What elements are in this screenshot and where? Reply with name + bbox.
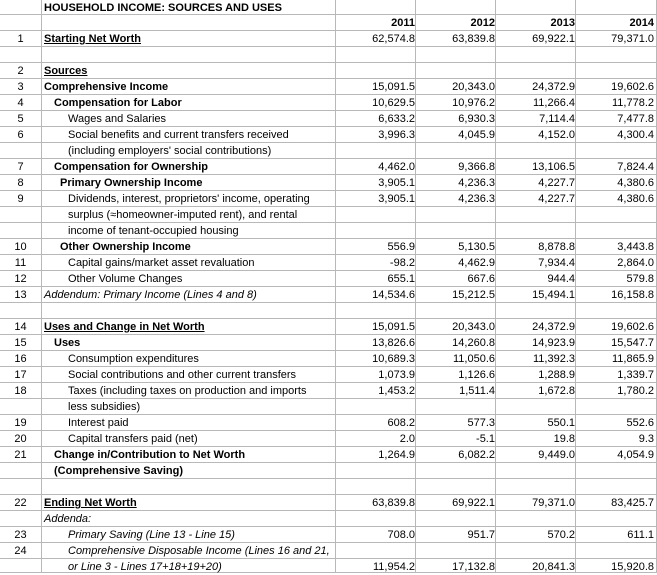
value-cell-2011: 14,534.6 [372, 289, 415, 301]
value-cell-2013: 550.1 [547, 417, 575, 429]
row-label: Primary Ownership Income [60, 177, 203, 189]
value-cell-2011: 4,462.0 [378, 161, 415, 173]
row-label: Sources [44, 65, 88, 77]
value-cell-2011: 10,629.5 [372, 97, 415, 109]
row-number: 19 [14, 417, 27, 429]
value-cell-2014: 2,864.0 [617, 257, 654, 269]
value-cell-2012: 667.6 [467, 273, 495, 285]
value-cell-2011: 655.1 [387, 273, 415, 285]
value-cell-2013: 11,392.3 [532, 353, 575, 365]
row-label: Starting Net Worth [44, 33, 141, 45]
row-number: 10 [14, 241, 27, 253]
value-cell-2013: 15,494.1 [532, 289, 575, 301]
row-number: 2 [17, 65, 24, 77]
row-label: surplus (≈homeowner-imputed rent), and rental [68, 209, 298, 221]
value-cell-2012: 4,236.3 [458, 193, 495, 205]
row-label: Taxes (including taxes on production and imports [68, 385, 307, 397]
row-label: Social contributions and other current transfers [68, 369, 297, 381]
value-cell-2011: 608.2 [387, 417, 415, 429]
row-label: Comprehensive Disposable Income (Lines 16 and 21, [68, 545, 330, 557]
value-cell-2011: 63,839.8 [372, 497, 415, 509]
value-cell-2013: 69,922.1 [532, 33, 575, 45]
row-number: 6 [17, 129, 24, 141]
value-cell-2013: 7,114.4 [539, 113, 575, 125]
row-label: Primary Saving (Line 13 - Line 15) [68, 529, 235, 541]
value-cell-2013: 20,841.3 [532, 561, 575, 573]
value-cell-2012: 1,511.4 [459, 385, 495, 397]
value-cell-2013: 24,372.9 [532, 81, 575, 93]
value-cell-2014: 11,778.2 [611, 97, 654, 109]
row-label: Capital gains/market asset revaluation [68, 257, 255, 269]
row-number: 21 [14, 449, 27, 461]
value-cell-2012: 4,462.9 [458, 257, 495, 269]
value-cell-2014: 19,602.6 [611, 81, 654, 93]
value-cell-2011: 556.9 [387, 241, 415, 253]
row-label: Compensation for Labor [54, 97, 182, 109]
value-cell-2013: 24,372.9 [532, 321, 575, 333]
value-cell-2013: 13,106.5 [532, 161, 575, 173]
value-cell-2014: 4,054.9 [617, 449, 654, 461]
row-number: 9 [17, 193, 24, 205]
value-cell-2014: 16,158.8 [611, 289, 654, 301]
row-number: 7 [17, 161, 24, 173]
value-cell-2012: 69,922.1 [452, 497, 495, 509]
value-cell-2011: 15,091.5 [372, 321, 415, 333]
value-cell-2012: 6,930.3 [458, 113, 495, 125]
value-cell-2013: 7,934.4 [538, 257, 575, 269]
row-label: Ending Net Worth [44, 497, 137, 509]
row-number: 5 [17, 113, 24, 125]
value-cell-2011: 2.0 [399, 433, 415, 445]
value-cell-2011: 13,826.6 [372, 337, 415, 349]
value-cell-2012: 14,260.8 [452, 337, 495, 349]
value-cell-2013: 19.8 [553, 433, 575, 445]
row-number: 13 [14, 289, 27, 301]
row-label: income of tenant-occupied housing [68, 225, 239, 237]
table-title: HOUSEHOLD INCOME: SOURCES AND USES [44, 2, 282, 14]
value-cell-2012: 6,082.2 [458, 449, 495, 461]
value-cell-2014: 11,865.9 [611, 353, 654, 365]
value-cell-2012: -5.1 [476, 433, 495, 445]
value-cell-2014: 4,300.4 [617, 129, 654, 141]
value-cell-2014: 7,477.8 [617, 113, 654, 125]
row-number: 23 [14, 529, 27, 541]
row-label: Addenda: [44, 513, 92, 525]
value-cell-2014: 9.3 [638, 433, 654, 445]
value-cell-2012: 20,343.0 [452, 321, 495, 333]
row-label: Social benefits and current transfers received [68, 129, 289, 141]
row-label: Other Ownership Income [60, 241, 191, 253]
value-cell-2011: 3,905.1 [378, 177, 415, 189]
row-number: 15 [14, 337, 27, 349]
value-cell-2014: 611.1 [627, 529, 654, 541]
year-header-2013: 2013 [550, 17, 575, 29]
value-cell-2011: 3,905.1 [378, 193, 415, 205]
value-cell-2013: 8,878.8 [538, 241, 575, 253]
value-cell-2011: 708.0 [387, 529, 415, 541]
value-cell-2013: 570.2 [547, 529, 575, 541]
value-cell-2014: 3,443.8 [617, 241, 654, 253]
row-label: (Comprehensive Saving) [54, 465, 183, 477]
value-cell-2014: 83,425.7 [611, 497, 654, 509]
value-cell-2014: 19,602.6 [611, 321, 654, 333]
value-cell-2012: 10,976.2 [452, 97, 495, 109]
value-cell-2011: 11,954.2 [372, 561, 415, 573]
row-number: 18 [14, 385, 27, 397]
value-cell-2014: 1,780.2 [617, 385, 654, 397]
grid-line [0, 62, 657, 63]
row-label: Addendum: Primary Income (Lines 4 and 8) [44, 289, 257, 301]
value-cell-2013: 1,288.9 [538, 369, 575, 381]
value-cell-2012: 4,045.9 [458, 129, 495, 141]
row-label: Capital transfers paid (net) [68, 433, 198, 445]
row-label: Interest paid [68, 417, 129, 429]
row-label: less subsidies) [68, 401, 141, 413]
value-cell-2011: 3,996.3 [378, 129, 415, 141]
value-cell-2012: 951.7 [467, 529, 495, 541]
row-label: Dividends, interest, proprietors' income, operating [68, 193, 310, 205]
row-number: 14 [14, 321, 27, 333]
row-number: 24 [14, 545, 27, 557]
row-label: Compensation for Ownership [54, 161, 209, 173]
value-cell-2013: 9,449.0 [538, 449, 575, 461]
value-cell-2014: 4,380.6 [617, 177, 654, 189]
column-line [41, 0, 42, 573]
value-cell-2013: 14,923.9 [532, 337, 575, 349]
value-cell-2014: 15,547.7 [611, 337, 654, 349]
row-number: 4 [17, 97, 24, 109]
value-cell-2011: 1,264.9 [378, 449, 415, 461]
row-number: 22 [14, 497, 27, 509]
row-label: or Line 3 - Lines 17+18+19+20) [68, 561, 222, 573]
value-cell-2014: 552.6 [626, 417, 654, 429]
row-number: 20 [14, 433, 27, 445]
row-number: 12 [14, 273, 27, 285]
value-cell-2011: 1,073.9 [378, 369, 415, 381]
value-cell-2012: 1,126.6 [458, 369, 495, 381]
value-cell-2014: 79,371.0 [611, 33, 654, 45]
row-label: Wages and Salaries [68, 113, 167, 125]
value-cell-2011: 15,091.5 [372, 81, 415, 93]
year-header-2011: 2011 [391, 17, 415, 29]
grid-line [0, 14, 657, 15]
year-header-2012: 2012 [470, 17, 495, 29]
value-cell-2012: 11,050.6 [452, 353, 495, 365]
value-cell-2012: 9,366.8 [458, 161, 495, 173]
value-cell-2011: -98.2 [389, 257, 415, 269]
value-cell-2013: 11,266.4 [532, 97, 575, 109]
row-number: 8 [17, 177, 24, 189]
row-number: 17 [14, 369, 27, 381]
row-label: (including employers' social contributions) [68, 145, 272, 157]
value-cell-2014: 579.8 [626, 273, 654, 285]
value-cell-2013: 4,227.7 [538, 193, 575, 205]
value-cell-2012: 5,130.5 [458, 241, 495, 253]
row-label: Uses and Change in Net Worth [44, 321, 205, 333]
value-cell-2013: 4,152.0 [538, 129, 575, 141]
value-cell-2012: 4,236.3 [458, 177, 495, 189]
value-cell-2012: 15,212.5 [452, 289, 495, 301]
row-label: Change in/Contribution to Net Worth [54, 449, 246, 461]
value-cell-2014: 7,824.4 [617, 161, 654, 173]
year-header-2014: 2014 [629, 17, 654, 29]
value-cell-2014: 4,380.6 [617, 193, 654, 205]
value-cell-2014: 1,339.7 [617, 369, 654, 381]
row-number: 16 [14, 353, 27, 365]
value-cell-2014: 15,920.8 [611, 561, 654, 573]
value-cell-2011: 1,453.2 [378, 385, 415, 397]
value-cell-2013: 944.4 [547, 273, 575, 285]
value-cell-2012: 17,132.8 [452, 561, 495, 573]
row-label: Consumption expenditures [68, 353, 199, 365]
value-cell-2013: 1,672.8 [538, 385, 575, 397]
row-label: Uses [54, 337, 81, 349]
value-cell-2011: 62,574.8 [372, 33, 415, 45]
value-cell-2013: 4,227.7 [538, 177, 575, 189]
value-cell-2013: 79,371.0 [532, 497, 575, 509]
row-number: 11 [14, 257, 27, 269]
value-cell-2012: 20,343.0 [452, 81, 495, 93]
row-number: 1 [17, 33, 24, 45]
value-cell-2012: 577.3 [467, 417, 495, 429]
value-cell-2012: 63,839.8 [452, 33, 495, 45]
row-label: Comprehensive Income [44, 81, 169, 93]
row-number: 3 [17, 81, 24, 93]
value-cell-2011: 10,689.3 [372, 353, 415, 365]
value-cell-2011: 6,633.2 [378, 113, 415, 125]
row-label: Other Volume Changes [68, 273, 183, 285]
